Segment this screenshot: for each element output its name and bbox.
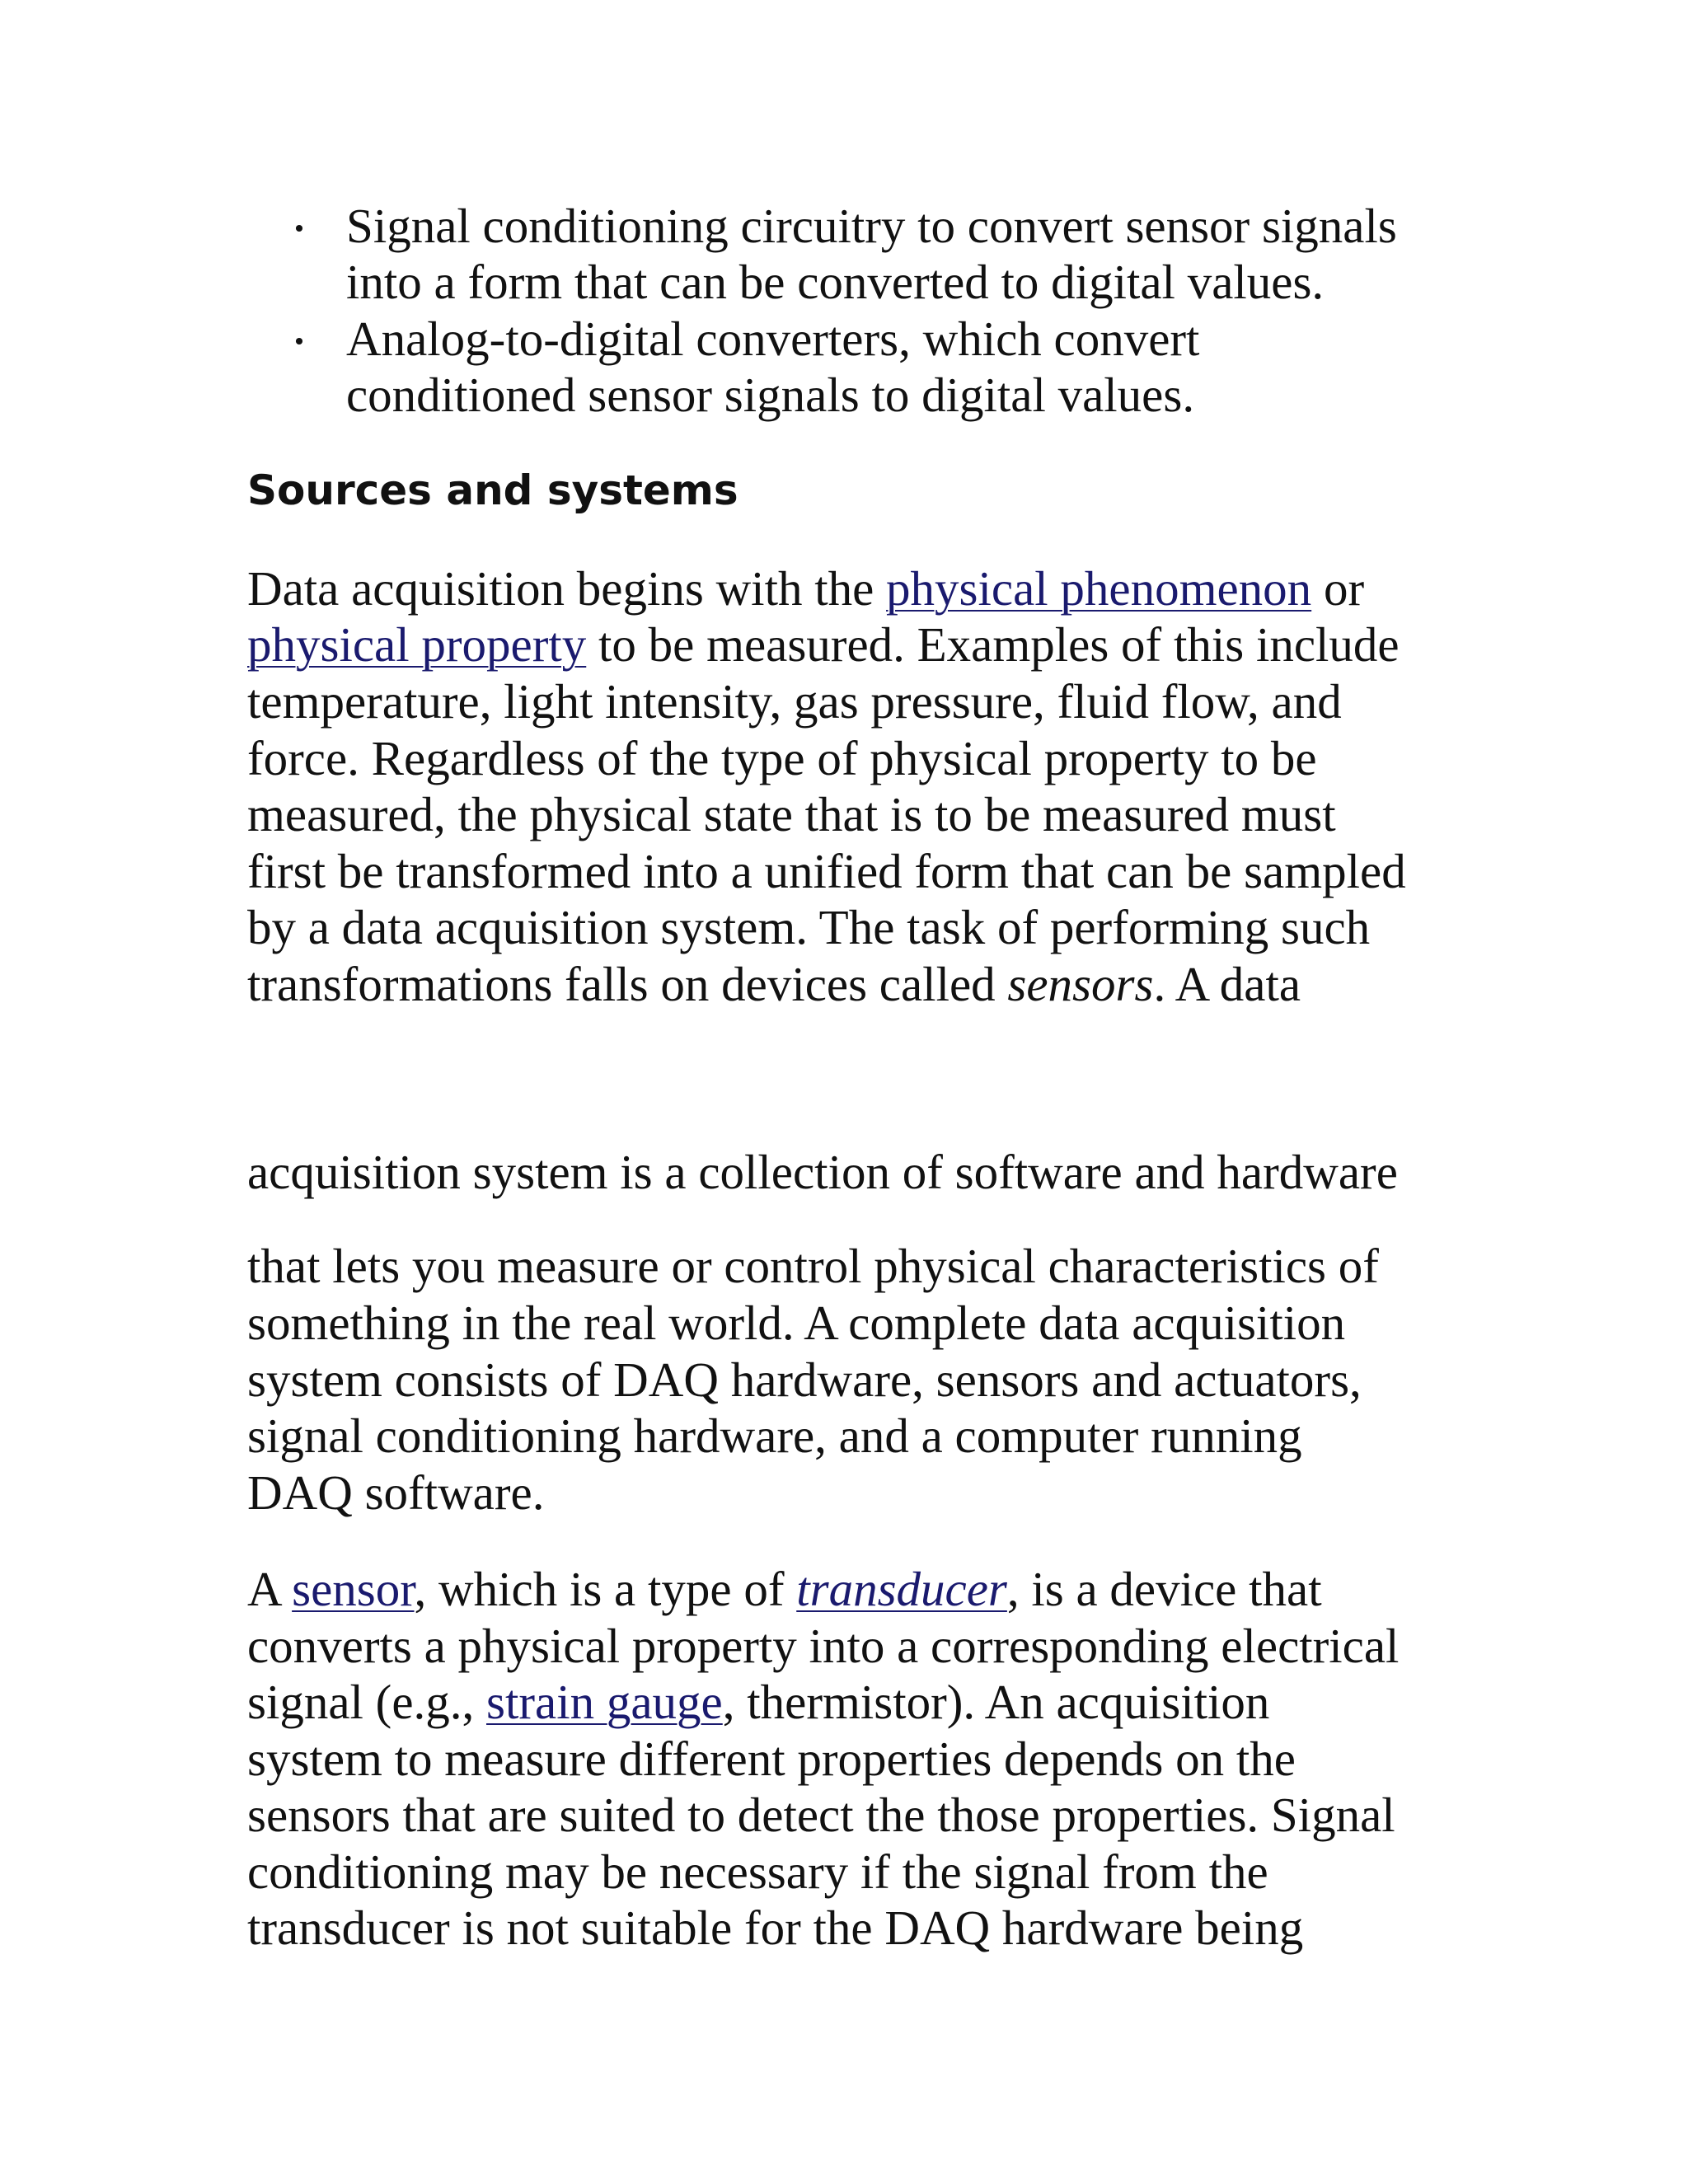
section-heading: Sources and systems — [247, 466, 738, 514]
link-physical-property[interactable]: physical property — [247, 617, 587, 672]
text-run: A — [247, 1562, 293, 1616]
paragraph-continuation: acquisition system is a collection of software and hardware — [247, 1145, 1398, 1199]
paragraph-line: force. Regardless of the type of physical property to be — [247, 731, 1317, 785]
link-transducer[interactable] — [796, 1562, 1007, 1616]
paragraph-line: measured, the physical state that is to be measured must — [247, 787, 1336, 841]
bullet-item-2-line-2: conditioned sensor signals to digital values. — [346, 368, 1195, 422]
bullet-item-1-line-1: Signal conditioning circuitry to convert sensor signals — [346, 199, 1397, 253]
paragraph-line — [247, 956, 1301, 1012]
paragraph-line: DAQ software. — [247, 1465, 545, 1520]
paragraph-line: system to measure different properties depends on the — [247, 1732, 1296, 1786]
text-run: , is a device that — [1006, 1562, 1322, 1616]
link-sensor[interactable]: sensor — [292, 1562, 415, 1616]
paragraph-line: converts a physical property into a corresponding electrical — [247, 1619, 1400, 1673]
link-strain-gauge[interactable]: strain gauge — [486, 1675, 723, 1729]
paragraph-line: temperature, light intensity, gas pressure, fluid flow, and — [247, 674, 1342, 729]
bullet-item-1-line-2: into a form that can be converted to digital values. — [346, 255, 1325, 309]
text-run: or — [1311, 561, 1365, 616]
text-run: , thermistor). An acquisition — [722, 1675, 1270, 1729]
text-run: . A data — [1153, 957, 1301, 1011]
bullet-item-2-line-1: Analog-to-digital converters, which convert — [346, 312, 1200, 366]
link-physical-phenomenon[interactable]: physical phenomenon — [886, 561, 1312, 616]
text-run: , which is a type of — [414, 1562, 797, 1616]
bullet-marker — [296, 225, 302, 232]
paragraph-line: by a data acquisition system. The task of performing such — [247, 900, 1371, 954]
paragraph-line: something in the real world. A complete data acquisition — [247, 1296, 1346, 1350]
text-run: to be measured. Examples of this include — [586, 617, 1400, 672]
paragraph-line: first be transformed into a unified form that can be sampled — [247, 844, 1406, 898]
paragraph-line: signal conditioning hardware, and a computer running — [247, 1408, 1302, 1463]
paragraph-line: that lets you measure or control physical characteristics of — [247, 1239, 1379, 1293]
paragraph-line: conditioning may be necessary if the signal from the — [247, 1844, 1268, 1899]
paragraph-line — [247, 616, 1400, 673]
paragraph-line — [247, 560, 1364, 616]
link-transducer-text: transducer — [796, 1562, 1007, 1616]
paragraph-line — [247, 1561, 1322, 1617]
paragraph-line: transducer is not suitable for the DAQ hardware being — [247, 1900, 1304, 1955]
bullet-marker — [296, 338, 302, 344]
paragraph-line: system consists of DAQ hardware, sensors and actuators, — [247, 1352, 1362, 1407]
paragraph-line: sensors that are suited to detect the those properties. Signal — [247, 1788, 1395, 1842]
text-run: signal (e.g., — [247, 1675, 487, 1729]
paragraph-line — [247, 1674, 1269, 1730]
text-run: transformations falls on devices called — [247, 957, 1008, 1011]
emphasis-sensors: sensors — [1007, 957, 1154, 1011]
text-run: Data acquisition begins with the — [247, 561, 887, 616]
